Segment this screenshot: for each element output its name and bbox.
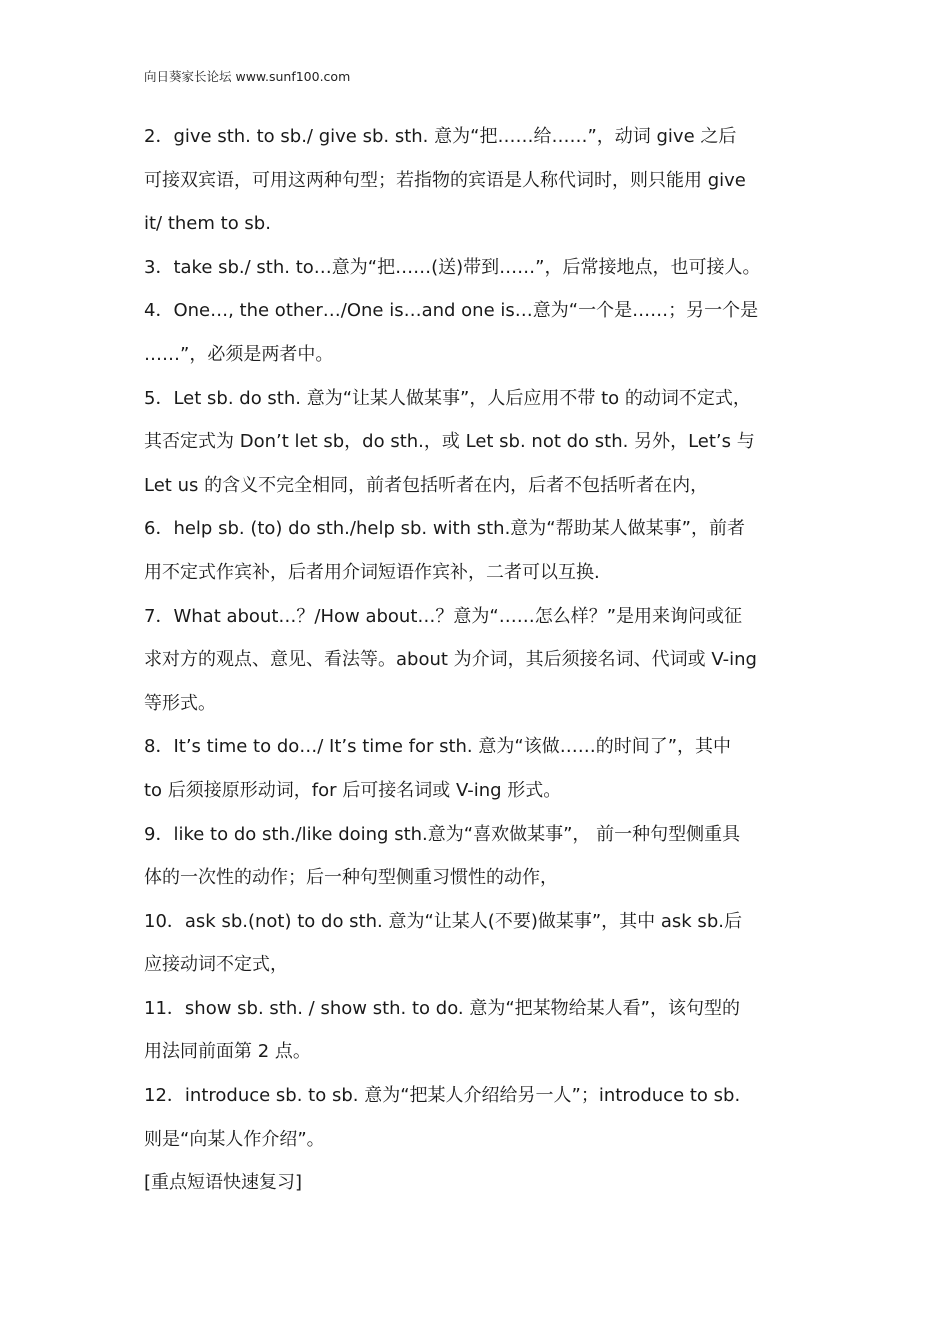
text-line: 8．It’s time to do…/ It’s time for sth. 意为“该做……的时间了”，其中 (144, 736, 732, 758)
text-line: 9．like to do sth./like doing sth.意为“喜欢做某事”， 前一种句型侧重具 (144, 823, 741, 845)
text-line: 则是“向某人作介绍”。 (144, 1128, 325, 1150)
page-header: 向日葵家长论坛 www.sunf100.com (144, 69, 351, 84)
text-line: 用不定式作宾补，后者用介词短语作宾补，二者可以互换. (144, 561, 600, 583)
text-line: 其否定式为 Don’t let sb，do sth.，或 Let sb. not do sth. 另外，Let’s 与 (144, 431, 755, 453)
text-line: 6．help sb. (to) do sth./help sb. with sth.意为“帮助某人做某事”，前者 (144, 518, 745, 540)
text-line: ……”，必须是两者中。 (144, 343, 334, 365)
text-line: 可接双宾语，可用这两种句型；若指物的宾语是人称代词时，则只能用 give (144, 169, 746, 191)
text-line: 12．introduce sb. to sb. 意为“把某人介绍给另一人”；introduce to sb. (144, 1085, 741, 1107)
text-line: 应接动词不定式， (144, 954, 288, 976)
text-line: 10．ask sb.(not) to do sth. 意为“让某人(不要)做某事”，其中 ask sb.后 (144, 910, 742, 932)
text-line: 2．give sth. to sb./ give sb. sth. 意为“把……给……”，动词 give 之后 (144, 126, 737, 147)
text-line: [重点短语快速复习] (144, 1172, 303, 1194)
text-line: 4．One…, the other…/One is…and one is…意为“一个是……；另一个是 (144, 300, 759, 322)
text-line: 用法同前面第 2 点。 (144, 1041, 311, 1063)
text-line: 5．Let sb. do sth. 意为“让某人做某事”，人后应用不带 to 的动词不定式， (144, 387, 751, 409)
text-line: Let us 的含义不完全相同，前者包括听者在内，后者不包括听者在内， (144, 474, 709, 496)
text-line: 体的一次性的动作；后一种句型侧重习惯性的动作， (144, 867, 558, 889)
text-line: 3．take sb./ sth. to…意为“把……(送)带到……”，后常接地点，也可接人。 (144, 256, 761, 278)
text-line: 等形式。 (144, 692, 216, 714)
text-line: it/ them to sb. (144, 213, 271, 235)
document-body (144, 120, 824, 1210)
text-line: 7．What about…？/How about…？意为“……怎么样？”是用来询问或征 (144, 605, 743, 627)
text-line: 求对方的观点、意见、看法等。about 为介词，其后须接名词、代词或 V-ing (144, 649, 757, 671)
text-line: to 后须接原形动词，for 后可接名词或 V-ing 形式。 (144, 779, 562, 801)
text-line: 11．show sb. sth. / show sth. to do. 意为“把某物给某人看”，该句型的 (144, 997, 741, 1019)
